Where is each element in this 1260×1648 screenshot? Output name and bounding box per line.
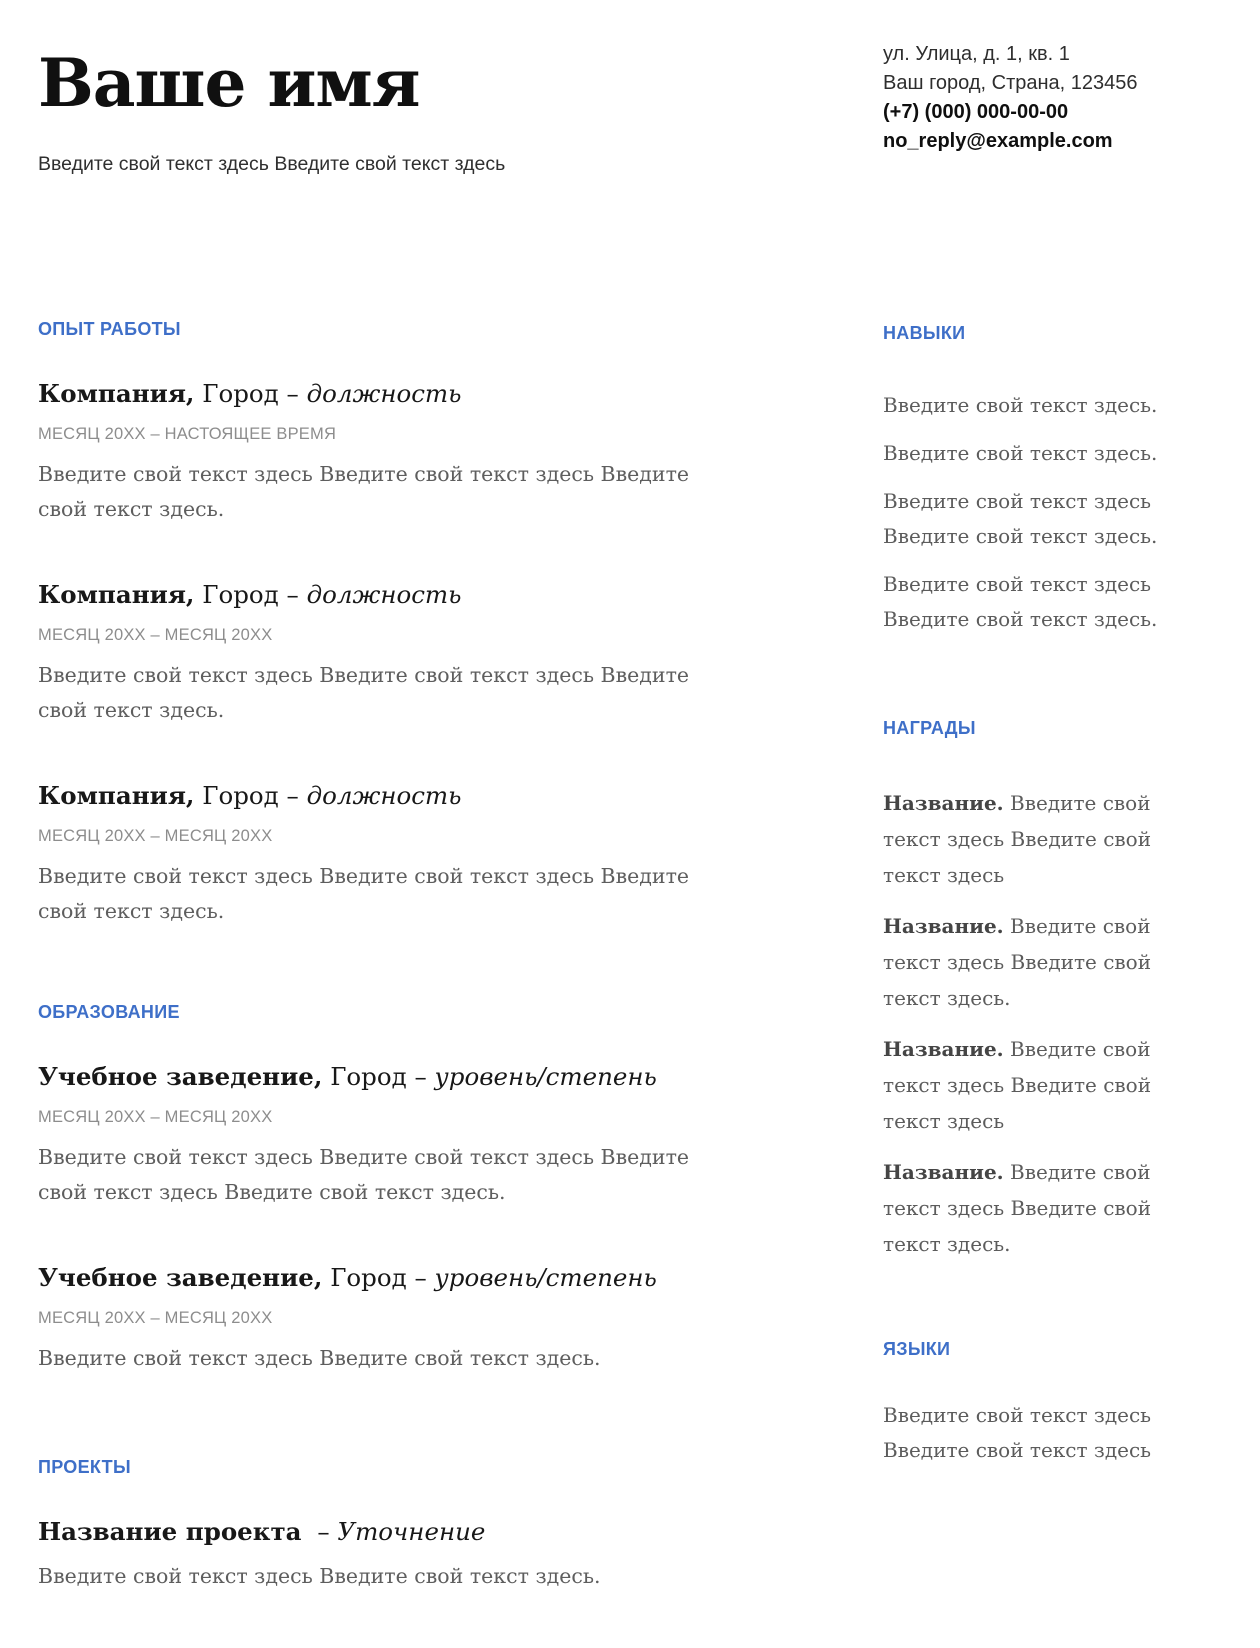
award-text: Введите свой текст здесь Введите свой текст здесь	[883, 791, 1152, 887]
section-heading-projects: ПРОЕКТЫ	[38, 1457, 131, 1478]
section-heading-skills: НАВЫКИ	[883, 323, 966, 343]
job-role: должность	[306, 580, 462, 610]
company-name: Компания,	[38, 379, 195, 409]
awards-list	[883, 785, 1175, 1262]
project-title: Название проекта	[38, 1517, 302, 1547]
award-title: Название.	[883, 1160, 1004, 1184]
right-column	[883, 0, 1175, 1468]
skill-item: Введите свой текст здесь Введите свой текст здесь.	[883, 489, 1158, 548]
resume-name: Ваше имя	[38, 44, 420, 122]
education-city: Город	[330, 1263, 407, 1293]
education-degree: уровень/степень	[434, 1263, 657, 1293]
contact-address-line1: ул. Улица, д. 1, кв. 1	[883, 43, 1070, 65]
award-text: Введите свой текст здесь Введите свой текст здесь	[883, 1037, 1152, 1133]
skills-list	[883, 388, 1175, 637]
award-item	[883, 785, 1175, 893]
award-title: Название.	[883, 914, 1004, 938]
dash-separator: –	[286, 379, 299, 409]
company-name: Компания,	[38, 580, 195, 610]
education-entry	[38, 1262, 690, 1376]
education-description: Введите свой текст здесь Введите свой текст здесь.	[38, 1346, 601, 1371]
dash-separator: –	[286, 781, 299, 811]
job-description: Введите свой текст здесь Введите свой текст здесь Введите свой текст здесь.	[38, 462, 690, 522]
dash-separator: –	[414, 1263, 427, 1293]
award-item	[883, 1154, 1175, 1262]
award-title: Название.	[883, 1037, 1004, 1061]
job-role: должность	[306, 379, 462, 409]
education-title	[38, 1061, 690, 1092]
section-heading-languages: ЯЗЫКИ	[883, 1339, 951, 1359]
job-entry	[38, 780, 690, 929]
education-entry	[38, 1061, 690, 1210]
project-entry	[38, 1516, 690, 1594]
company-name: Компания,	[38, 781, 195, 811]
education-title	[38, 1262, 690, 1293]
education-dates: МЕСЯЦ 20XX – МЕСЯЦ 20XX	[38, 1108, 273, 1127]
education-description: Введите свой текст здесь Введите свой текст здесь Введите свой текст здесь Введите свой текст здесь.	[38, 1145, 690, 1205]
job-title	[38, 780, 690, 811]
education-dates: МЕСЯЦ 20XX – МЕСЯЦ 20XX	[38, 1309, 273, 1328]
dash-separator: –	[317, 1517, 330, 1547]
contact-phone: (+7) (000) 000-00-00	[883, 101, 1069, 123]
job-dates: МЕСЯЦ 20XX – НАСТОЯЩЕЕ ВРЕМЯ	[38, 425, 337, 444]
section-heading-education: ОБРАЗОВАНИЕ	[38, 1002, 180, 1023]
job-role: должность	[306, 781, 462, 811]
project-subtitle: Уточнение	[337, 1517, 486, 1547]
job-title	[38, 579, 690, 610]
job-title	[38, 378, 690, 409]
left-column	[38, 0, 690, 1594]
award-text: Введите свой текст здесь Введите свой текст здесь.	[883, 914, 1152, 1010]
project-description: Введите свой текст здесь Введите свой текст здесь.	[38, 1564, 601, 1589]
skill-item: Введите свой текст здесь.	[883, 393, 1158, 417]
skill-item: Введите свой текст здесь.	[883, 441, 1158, 465]
education-city: Город	[330, 1062, 407, 1092]
education-degree: уровень/степень	[434, 1062, 657, 1092]
dash-separator: –	[286, 580, 299, 610]
school-name: Учебное заведение,	[38, 1062, 323, 1092]
award-text: Введите свой текст здесь Введите свой текст здесь.	[883, 1160, 1152, 1256]
award-item	[883, 1031, 1175, 1139]
job-city: Город	[202, 379, 279, 409]
languages-text: Введите свой текст здесь Введите свой текст здесь	[883, 1403, 1152, 1462]
award-title: Название.	[883, 791, 1004, 815]
award-item	[883, 908, 1175, 1016]
section-heading-experience: ОПЫТ РАБОТЫ	[38, 319, 181, 340]
contact-block	[883, 40, 1175, 156]
resume-tagline: Введите свой текст здесь Введите свой текст здесь	[38, 153, 506, 176]
job-dates: МЕСЯЦ 20XX – МЕСЯЦ 20XX	[38, 827, 273, 846]
skill-item: Введите свой текст здесь Введите свой текст здесь.	[883, 572, 1158, 631]
job-dates: МЕСЯЦ 20XX – МЕСЯЦ 20XX	[38, 626, 273, 645]
contact-address-line2: Ваш город, Страна, 123456	[883, 72, 1138, 94]
school-name: Учебное заведение,	[38, 1263, 323, 1293]
section-heading-awards: НАГРАДЫ	[883, 718, 976, 738]
job-entry	[38, 579, 690, 728]
dash-separator: –	[414, 1062, 427, 1092]
job-description: Введите свой текст здесь Введите свой текст здесь Введите свой текст здесь.	[38, 864, 690, 924]
job-city: Город	[202, 580, 279, 610]
job-description: Введите свой текст здесь Введите свой текст здесь Введите свой текст здесь.	[38, 663, 690, 723]
project-title-line	[38, 1516, 690, 1547]
job-entry	[38, 378, 690, 527]
contact-email: no_reply@example.com	[883, 130, 1113, 152]
job-city: Город	[202, 781, 279, 811]
